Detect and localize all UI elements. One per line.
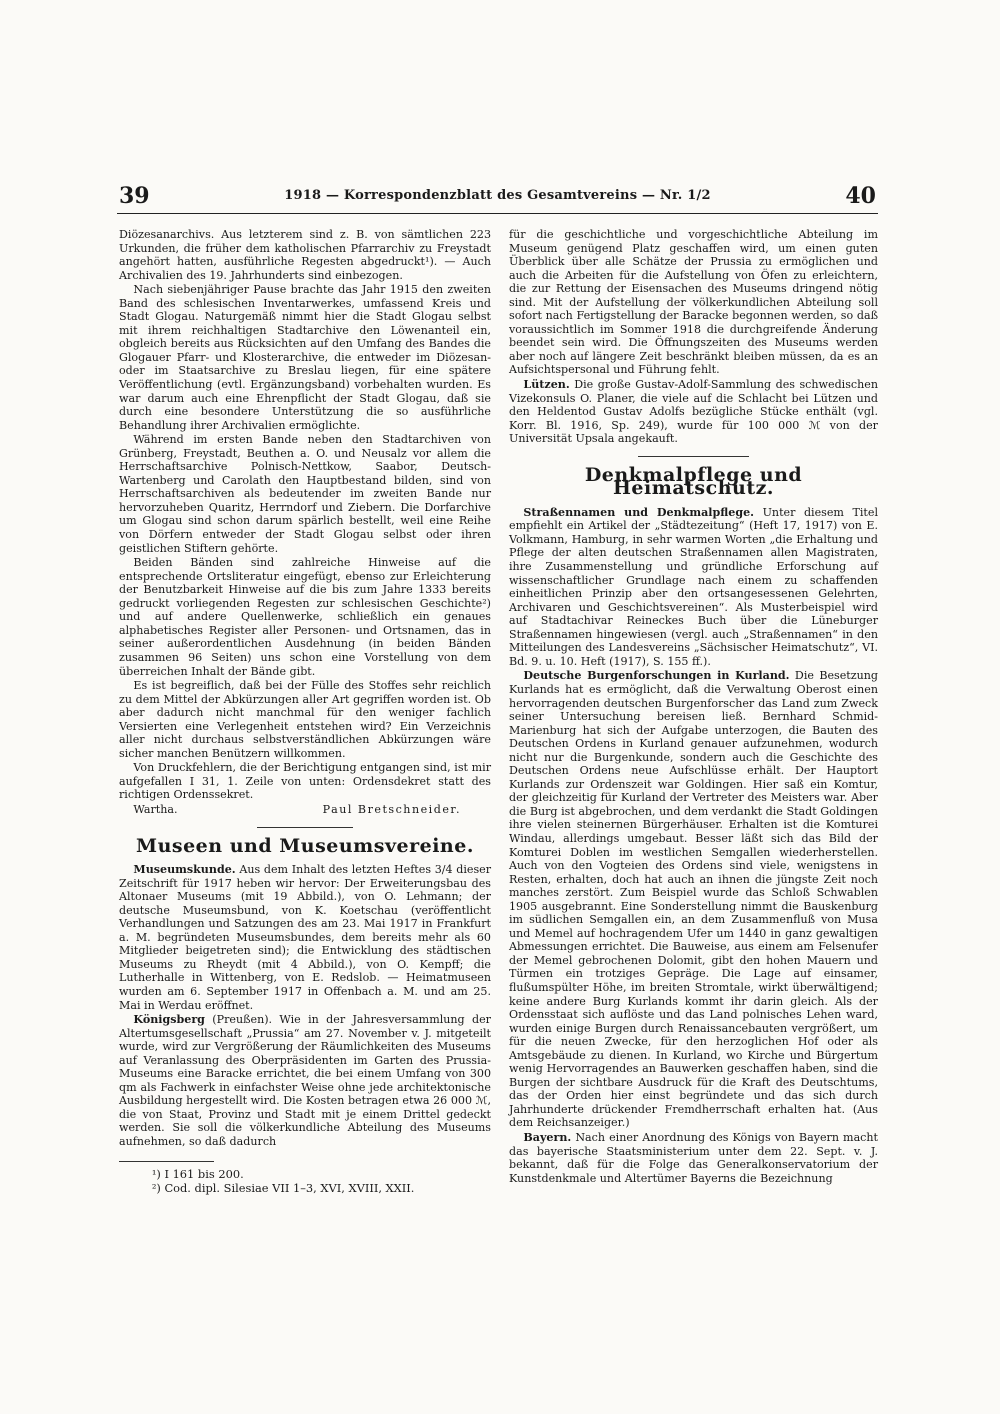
paragraph-text: Aus dem Inhalt des letzten Heftes 3/4 dieser Zeitschrift für 1917 heben wir hervor: Der Erweiterungsbau des Altonaer Museums (mit 19 Abbild.), von O. Lehmann; der deutsche Museumsbund, von K. Koetschau (veröffentlicht Verhandlungen und Satzungen des am 23. Mai 1917 in Frankfurt a. M. begründeten Museumsbundes, dem bereits mehr als 60 Mitglieder beigetreten sind); die Entwicklung des städtischen Museums zu Rheydt (mit 4 Abbild.), von O. Kempff; die Lutherhalle in Wittenberg, von E. Redslob. — Heimatmuseen wurden am 6. September 1917 in Offenbach a. M. und am 25. Mai in Werdau eröffnet. xyxy=(119,863,492,1012)
paragraph xyxy=(509,669,878,1130)
subheading: Lützen. xyxy=(523,378,570,392)
left-column xyxy=(119,228,491,1197)
paragraph: Beiden Bänden sind zahlreiche Hinweise auf die entsprechende Ortsliteratur eingefügt, ebenso zur Erleichterung der Benutzbarkeit Hinweise auf die bis zum Jahre 1333 bereits gedruckt vorliegenden Regesten zur schlesischen Geschichte²) und auf andere Quellenwerke, schließlich ein genaues alphabetisches Register aller Personen- und Ortsnamen, das in seiner außerordentlichen Ausdehnung (in beiden Bänden zusammen 96 Seiten) uns schon eine Vorstellung von dem überreichen Inhalt der Bände gibt. xyxy=(119,556,491,678)
paragraph: Diözesanarchivs. Aus letzterem sind z. B. von sämtlichen 223 Urkunden, die früher dem katholischen Pfarrarchiv zu Freystadt angehört hatten, ausführliche Regesten abgedruckt¹). — Auch Archivalien des 19. Jahrhunderts sind einbezogen. xyxy=(119,228,491,282)
page-number-right: 40 xyxy=(845,183,876,209)
paragraph: Es ist begreiflich, daß bei der Fülle des Stoffes sehr reichlich zu dem Mittel der Abkürzungen aller Art gegriffen worden ist. Ob aber dadurch nicht manchmal für den weniger fachlich Versierten eine Verlegenheit entstehen wird? Ein Verzeichnis aller nicht durchaus selbstverständlichen Abkürzungen wäre sicher manchen Benützern willkommen. xyxy=(119,679,491,760)
running-title: 1918 — Korrespondenzblatt des Gesamtvereins — Nr. 1/2 xyxy=(284,188,711,203)
section-heading-denkmalpflege: Denkmalpflege und Heimatschutz. xyxy=(584,463,803,500)
paragraph-text: Die Besetzung Kurlands hat es ermöglicht, daß die Verwaltung Oberost einen hervorragenden deutschen Burgenforscher das Land zum Zweck seiner Untersuchung bereisen ließ. Bernhard Schmid-Marienburg hat sich der Aufgabe unterzogen, die Bauten des Deutschen Ordens in Kurland genauer aufzunehmen, wodurch nicht nur die Burgenkunde, sondern auch die Geschichte des Deutschen Ordens neue Aufschlüsse erhält. Der Hauptort Kurlands zur Ordenszeit war Goldingen. Hier saß ein Komtur, der gleichzeitig für Kurland der Vertreter des Meisters war. Aber die Burg ist abgebrochen, und dem verdankt die Stadt Goldingen ihre vielen steinernen Bürgerhäuser. Erhalten ist die Komturei Windau, allerdings umgebaut. Besser läßt sich das Bild der Komturei Doblen im westlichen Semgallen wiederherstellen. Auch von den Vogteien des Ordens sind viele, wenigstens in Resten, erhalten, doch hat auch an ihnen die jüngste Zeit noch manches zerstört. Zum Beispiel wurde das Schloß Schwablen 1905 ausgebrannt. Eine Sonderstellung nimmt die Bauskenburg im südlichen Semgallen ein, an dem Zusammenfluß von Musa und Memel auf hochragendem Ufer um 1440 in ganz gewaltigen Abmessungen errichtet. Die Bauweise, aus einem am Felsenufer der Memel gebrochenen Dolomit, gibt den hohen Mauern und Türmen ein trotziges Gepräge. Die Lage auf einsamer, flußumspülter Höhe, im breiten Stromtale, wirkt überwältigend; keine andere Burg Kurlands kommt ihr darin gleich. Als der Ordensstaat sich auflöste und das Land polnisches Lehen ward, wurden einige Burgen durch Renaissancebauten vergrößert, um für die neuen Zwecke, für den herzoglichen Hof oder als Amtsgebäude zu dienen. In Kurland, wo Kirche und Bürgertum wenig Hervorragendes an Bauwerken geschaffen haben, sind die Burgen der sichtbare Ausdruck für die Kraft des Deutschtums, das der Orden hier einst begründete und das sich durch Jahrhunderte drückender Fremdherrschaft erhalten hat. (Aus dem Reichsanzeiger.) xyxy=(509,669,878,1130)
paragraph xyxy=(119,1013,491,1148)
paragraph: Nach siebenjähriger Pause brachte das Jahr 1915 den zweiten Band des schlesischen Inventarwerkes, umfassend Kreis und Stadt Glogau. Naturgemäß nimmt hier die Stadt Glogau selbst mit ihrem reichhaltigen Stadtarchive den Löwenanteil ein, obgleich bereits aus Rücksichten auf den Umfang des Bandes die Glogauer Pfarr- und Klosterarchive, die entweder im Diözesan- oder im Staatsarchive zu Breslau liegen, für eine spätere Veröffentlichung (evtl. Ergänzungsband) vorbehalten wurden. Es war darum auch eine Ehrenpflicht der Stadt Glogau, daß sie durch eine besondere Unterstützung die so ausführliche Behandlung ihrer Archivalien ermöglichte. xyxy=(119,283,491,432)
paragraph: Während im ersten Bande neben den Stadtarchiven von Grünberg, Freystadt, Beuthen a. O. und Neusalz vor allem die Herrschaftsarchive Polnisch-Nettkow, Saabor, Deutsch-Wartenberg und Carolath den Hauptbestand bilden, sind von Herrschaftsarchiven als bedeutender im zweiten Bande nur hervorzuheben Quaritz, Herrndorf und Ziebern. Die Dorfarchive um Glogau sind schon darum spärlich bestellt, weil eine Reihe von Dörfern entweder der Stadt Glogau selbst oder ihren geistlichen Stiftern gehörte. xyxy=(119,433,491,555)
paragraph xyxy=(509,1131,878,1185)
paragraph-text: Nach einer Anordnung des Königs von Bayern macht das bayerische Staatsministerium unter dem 22. Sept. v. J. bekannt, daß für die Folge das Generalkonservatorium der Kunstdenkmale und Altertümer Bayerns die Bezeichnung xyxy=(509,1131,879,1185)
paragraph-text: Unter diesem Titel empfiehlt ein Artikel der „Städtezeitung“ (Heft 17, 1917) von E. Volkmann, Hamburg, in sehr warmen Worten „die Erhaltung und Pflege der alten deutschen Straßennamen allen Magistraten, ihre Zusammenstellung und gründliche Erforschung auf wissenschaftlicher Grundlage nach einem zu schaffenden einheitlichen Prinzip aber den ortsangesessenen Gelehrten, Archivaren und Geschichtsvereinen“. Als Musterbeispiel wird auf Stadtachivar Reineckes Buch über die Lüneburger Straßennamen hingewiesen (vergl. auch „Straßennamen“ in den Mitteilungen des Landesvereins „Sächsischer Heimatschutz“, VI. Bd. 9. u. 10. Heft (1917), S. 155 ff.). xyxy=(509,505,878,668)
footnote-2: ²) Cod. dipl. Silesiae VII 1–3, XVI, XVIII, XXII. xyxy=(151,1181,415,1196)
footnote-1: ¹) I 161 bis 200. xyxy=(151,1166,244,1181)
divider xyxy=(257,827,354,828)
subheading: Bayern. xyxy=(523,1131,572,1144)
section-heading-museen: Museen und Museumsvereine. xyxy=(136,834,474,857)
subheading: Museumskunde. xyxy=(133,863,236,877)
paragraph-text: (Preußen). Wie in der Jahresversammlung der Altertumsgesellschaft „Prussia“ am 27. November v. J. mitgeteilt wurde, wird zur Vergrößerung der Räumlichkeiten des Museums auf Veranlassung des Oberpräsidenten im Garten des Prussia-Museums eine Baracke errichtet, die bei einem Umfang von 300 qm als Fachwerk in einfachster Weise ohne jede architektonische Ausbildung hergestellt wird. Die Kosten betragen etwa 26 000 ℳ, die von Staat, Provinz und Stadt mit je einem Drittel gedeckt werden. Sie soll die völkerkundliche Abteilung des Museums aufnehmen, so daß dadurch xyxy=(119,1013,491,1148)
paragraph xyxy=(119,863,491,1012)
subheading: Deutsche Burgenforschungen in Kurland. xyxy=(523,669,790,683)
paragraph: Von Druckfehlern, die der Berichtigung entgangen sind, ist mir aufgefallen I 31, 1. Zeile von unten: Ordensdekret statt des richtigen Ordenssekret. xyxy=(119,761,491,802)
divider xyxy=(638,456,749,457)
footnote-divider xyxy=(119,1161,214,1162)
right-column xyxy=(509,228,878,1186)
paragraph: für die geschichtliche und vorgeschichtliche Abteilung im Museum genügend Platz geschaffen wird, um einen guten Überblick über alle Schätze der Prussia zu ermöglichen und auch die Arbeiten für die Aufstellung von Öfen zu erleichtern, die zur Rettung der Eisensachen des Museums dringend nötig sind. Mit der Aufstellung der völkerkundlichen Abteilung soll sofort nach Fertigstellung der Baracke begonnen werden, so daß voraussichtlich im Sommer 1918 die durchgreifende Änderung beendet sein wird. Die Öffnungszeiten des Museums werden aber noch auf längere Zeit beschränkt bleiben müssen, da es an Aufsichtspersonal und Führung fehlt. xyxy=(509,228,878,377)
paragraph xyxy=(509,378,878,446)
signature-name: Paul Bretschneider. xyxy=(322,802,461,816)
paragraph xyxy=(509,506,878,669)
page-header xyxy=(117,183,878,214)
page-number-left: 39 xyxy=(119,183,150,209)
signature-place: Wartha. xyxy=(133,802,178,816)
subheading: Königsberg xyxy=(133,1013,205,1027)
signature-line xyxy=(119,803,491,817)
paragraph-text: Die große Gustav-Adolf-Sammlung des schwedischen Vizekonsuls O. Planer, die viele auf die Schlacht bei Lützen und den Heldentod Gustav Adolfs bezügliche Stücke enthält (vgl. Korr. Bl. 1916, Sp. 249), wurde für 100 000 ℳ von der Universität Upsala angekauft. xyxy=(509,378,878,446)
subheading: Straßennamen und Denkmalpflege. xyxy=(523,505,755,519)
